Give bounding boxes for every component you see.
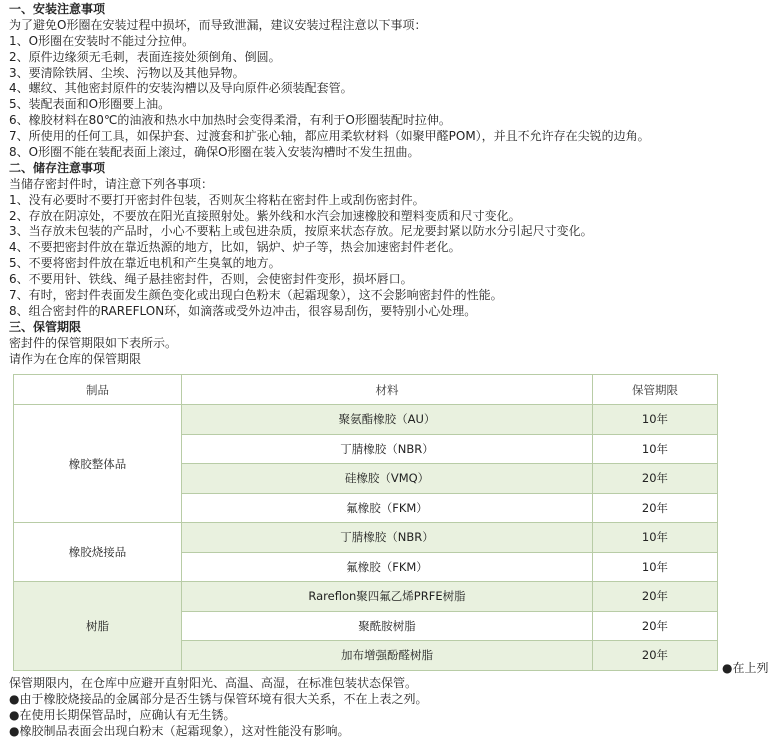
material-cell: 加布增强酚醛树脂 [182, 641, 593, 671]
header-product: 制品 [14, 375, 182, 405]
period-cell: 10年 [593, 434, 718, 464]
section-title-shelf-life: 三、保管期限 [9, 319, 82, 334]
footer-note: ●由于橡胶烧接品的金属部分是否生锈与保管环境有很大关系，不在上表之列。 [9, 691, 428, 706]
installation-item: 6、橡胶材料在80℃的油液和热水中加热时会变得柔滑，有利于O形圈装配时拉伸。 [9, 113, 451, 128]
storage-intro: 当储存密封件时，请注意下列各事项： [9, 176, 214, 191]
installation-item: 3、要清除铁屑、尘埃、污物以及其他异物。 [9, 65, 245, 80]
material-cell: 丁腈橡胶（NBR） [182, 434, 593, 464]
group-cell: 橡胶整体品 [14, 405, 182, 523]
document-body [9, 2, 767, 367]
table-row [14, 405, 718, 435]
storage-item: 1、没有必要时不要打开密封件包装，否则灰尘将粘在密封件上或刮伤密封件。 [9, 192, 425, 207]
period-cell: 20年 [593, 611, 718, 641]
group-cell: 树脂 [14, 582, 182, 671]
footer-notes [9, 676, 427, 740]
table-header-row [14, 375, 718, 405]
storage-item: 4、不要把密封件放在靠近热源的地方，比如，锅炉、炉子等，热会加速密封件老化。 [9, 240, 461, 255]
period-cell: 20年 [593, 582, 718, 612]
shelf-life-intro: 密封件的保管期限如下表所示。 [9, 335, 178, 350]
footer-note: ●橡胶制品表面会出现白粉末（起霜现象），这对性能没有影响。 [9, 723, 350, 738]
group-cell: 橡胶烧接品 [14, 523, 182, 582]
installation-item: 1、O形圈在安装时不能过分拉伸。 [9, 33, 195, 48]
installation-item: 8、O形圈不能在装配表面上滚过，确保O形圈在装入安装沟槽时不发生扭曲。 [9, 145, 420, 160]
period-cell: 10年 [593, 523, 718, 553]
period-cell: 20年 [593, 464, 718, 494]
period-cell: 20年 [593, 493, 718, 523]
table-row [14, 523, 718, 553]
side-note: ●在上列 [722, 661, 769, 675]
installation-item: 5、装配表面和O形圈要上油。 [9, 97, 171, 112]
material-cell: 聚氨酯橡胶（AU） [182, 405, 593, 435]
header-material: 材料 [182, 375, 593, 405]
table-row [14, 582, 718, 612]
section-title-storage: 二、储存注意事项 [9, 160, 106, 175]
material-cell: 氟橡胶（FKM） [182, 552, 593, 582]
period-cell: 10年 [593, 552, 718, 582]
section-title-installation: 一、安装注意事项 [9, 2, 106, 16]
material-cell: Rareflon聚四氟乙烯PRFE树脂 [182, 582, 593, 612]
footer-note: 保管期限内，在仓库中应避开直射阳光、高温、高湿，在标准包装状态保管。 [9, 676, 418, 690]
installation-item: 2、原件边缘须无毛刺，表面连接处须倒角、倒圆。 [9, 49, 281, 64]
material-cell: 氟橡胶（FKM） [182, 493, 593, 523]
period-cell: 20年 [593, 641, 718, 671]
material-cell: 丁腈橡胶（NBR） [182, 523, 593, 553]
storage-item: 2、存放在阴凉处，不要放在阳光直接照射处。紫外线和水汽会加速橡胶和塑料变质和尺寸变化。 [9, 208, 521, 223]
storage-item: 5、不要将密封件放在靠近电机和产生臭氧的地方。 [9, 256, 281, 271]
material-cell: 硅橡胶（VMQ） [182, 464, 593, 494]
period-cell: 10年 [593, 405, 718, 435]
storage-item: 6、不要用针、铁线、绳子悬挂密封件，否则，会使密封件变形，损坏唇口。 [9, 272, 413, 287]
shelf-life-intro: 请作为在仓库的保管期限 [9, 351, 142, 366]
installation-item: 7、所使用的任何工具，如保护套、过渡套和扩张心轴，都应用柔软材料（如聚甲醛POM），并且不允许存在尖锐的边角。 [9, 129, 650, 144]
installation-item: 4、螺纹、其他密封原件的安装沟槽以及导向原件必须装配套管。 [9, 81, 353, 96]
material-cell: 聚酰胺树脂 [182, 611, 593, 641]
storage-item: 3、当存放未包装的产品时，小心不要粘上或包进杂质，按原来状态存放。尼龙要封紧以防水分引起尺寸变化。 [9, 224, 593, 239]
header-period: 保管期限 [593, 375, 718, 405]
storage-item: 8、组合密封件的RAREFLON环，如滴落或受外边冲击，很容易刮伤，要特别小心处理。 [9, 303, 477, 318]
storage-item: 7、有时，密封件表面发生颜色变化或出现白色粉末（起霜现象），这不会影响密封件的性能。 [9, 288, 503, 303]
shelf-life-table [13, 374, 718, 671]
footer-note: ●在使用长期保管品时，应确认有无生锈。 [9, 707, 236, 722]
installation-intro: 为了避免O形圈在安装过程中损坏，而导致泄漏，建议安装过程注意以下事项： [9, 17, 427, 32]
